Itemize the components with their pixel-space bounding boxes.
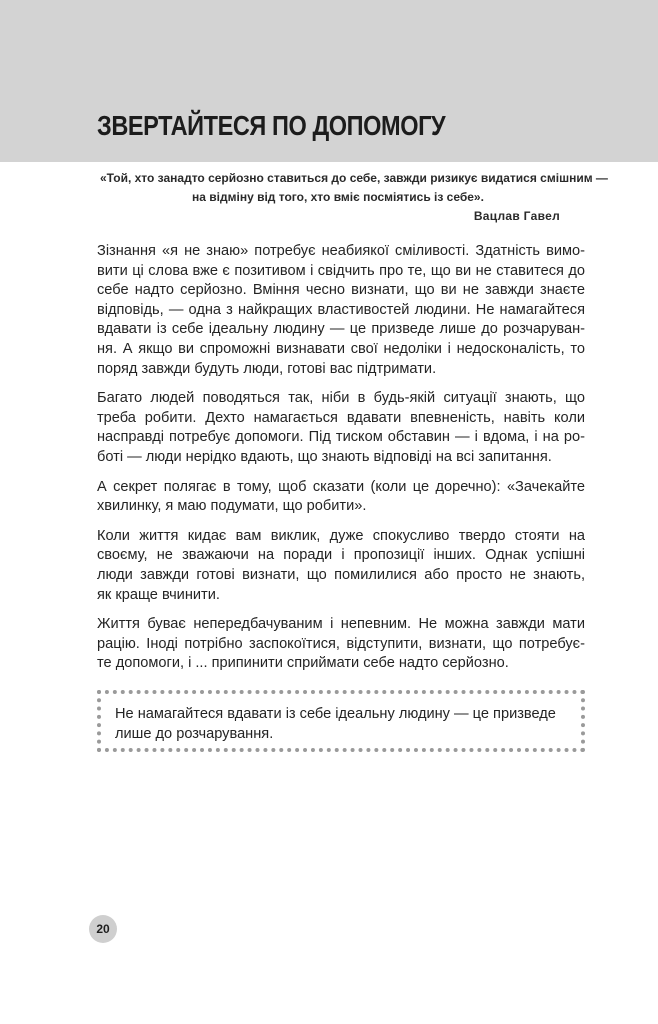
paragraph-2 [97, 389, 585, 467]
text-line: Коли життя кидає вам виклик, дуже спокусливо твердо стояти на [97, 527, 585, 544]
text-line: Багато людей поводяться так, ніби в будь-якій ситуації знають, що [97, 390, 585, 407]
text-line: хвилинку, я маю подумати, що робити». [97, 498, 367, 515]
text-line: себе надто серйозно. Вміння чесно визнати, що ви не завжди знаєте [97, 282, 585, 299]
body-text [97, 242, 585, 684]
text-line: вдавати із себе ідеальну людину — це призведе лише до розчаруван- [97, 321, 585, 338]
text-line: своєму, не зважаючи на поради і пропозиції інших. Однак успішні [97, 547, 585, 564]
paragraph-4 [97, 527, 585, 605]
epigraph-line: «Той, хто занадто серйозно ставиться до себе, завжди ризикує видатися смішним — [100, 171, 608, 185]
callout-line: Не намагайтеся вдавати із себе ідеальну людину — це призведе [115, 706, 556, 722]
text-line: відповідь, — одна з найкращих властивостей людини. Не намагайтеся [97, 301, 585, 318]
page-number-badge [89, 915, 117, 943]
epigraph [100, 169, 608, 226]
epigraph-line: на відміну від того, хто вміє посміятись із себе». [192, 190, 484, 204]
callout-text [115, 705, 567, 744]
text-line: Життя буває непередбачуваним і непевним. Не можна завжди мати [97, 616, 585, 633]
text-line: як краще вчинити. [97, 586, 220, 603]
text-line: те допомоги, і ... припинити сприймати себе надто серйозно. [97, 655, 509, 672]
paragraph-5 [97, 615, 585, 674]
page-number: 20 [96, 922, 110, 936]
text-line: люди завжди готові визнати, що помилилися або просто не знають, [97, 566, 585, 583]
epigraph-author: Вацлав Гавел [473, 209, 560, 223]
epigraph-quote [100, 169, 608, 207]
text-line: рацію. Іноді потрібно заспокоїтися, відступити, визнати, що потребує- [97, 635, 585, 652]
paragraph-3 [97, 478, 585, 517]
text-line: Зізнання «я не знаю» потребує неабиякої сміливості. Здатність вимо- [97, 243, 585, 259]
text-line: вити ці слова вже є позитивом і свідчить про те, що ви не ставитеся до [97, 262, 585, 279]
text-line: треба робити. Дехто намагається вдавати впевненість, навіть коли [97, 409, 585, 426]
paragraph-1 [97, 242, 585, 379]
text-line: насправді потребує допомоги. Під тиском обставин — і вдома, і на ро- [97, 429, 585, 446]
callout-line: лише до розчарування. [115, 725, 274, 742]
text-line: А секрет полягає в тому, щоб сказати (коли це доречно): «Зачекайте [97, 478, 585, 495]
chapter-title: ЗВЕРТАЙТЕСЯ ПО ДОПОМОГУ [97, 110, 446, 141]
text-line: ня. А якщо ви спроможні визнавати свої недоліки і недосконалість, то [97, 340, 585, 357]
text-line: боті — люди нерідко вдають, що знають відповіді на всі запитання. [97, 448, 552, 465]
callout-box [97, 690, 585, 752]
text-line: поряд завжди будуть люди, готові вас підтримати. [97, 360, 437, 377]
